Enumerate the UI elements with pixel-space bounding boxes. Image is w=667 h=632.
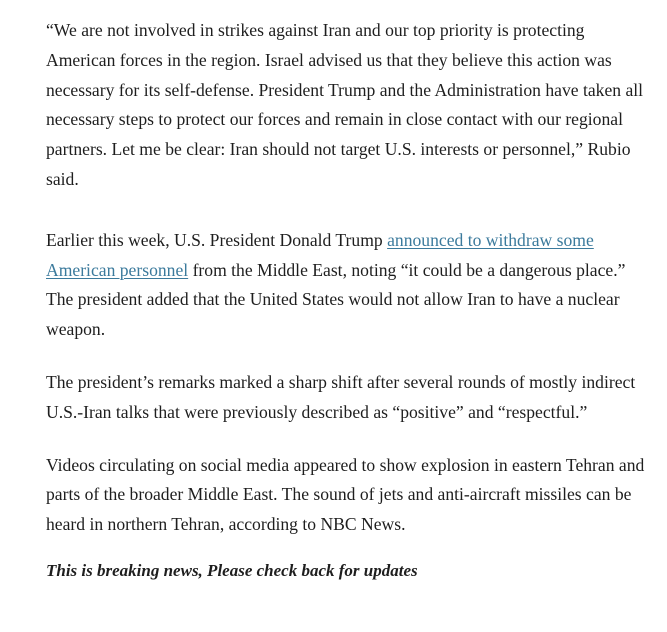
trump-withdraw-paragraph: [46, 226, 656, 345]
videos-paragraph: Videos circulating on social media appeared to show explosion in eastern Tehran and parts of the broader Middle East. The sound of jets and anti-aircraft missiles can be heard in northern Tehran, according to NBC News.: [46, 454, 645, 535]
paragraph-text-after-link: from the Middle East, noting “it could be a dangerous place.” The president added that the United States would not allow Iran to have a nuclear weapon.: [46, 259, 626, 340]
breaking-news-note: This is breaking news, Please check back for updates: [46, 560, 418, 580]
withdraw-personnel-link[interactable]: announced to withdraw some American personnel: [46, 229, 594, 280]
paragraph-text-before-link: Earlier this week, U.S. President Donald Trump: [46, 229, 388, 250]
remarks-shift-paragraph: The president’s remarks marked a sharp shift after several rounds of mostly indirect U.S.-Iran talks that were previously described as “positive” and “respectful.”: [46, 371, 636, 422]
article-body: [46, 16, 656, 586]
rubio-quote-paragraph: “We are not involved in strikes against Iran and our top priority is protecting American forces in the region. Israel advised us that they believe this action was necessary for its self-defense. President Trump and the Administration have taken all necessary steps to protect our forces and remain in close contact with our regional partners. Let me be clear: Iran should not target U.S. interests or personnel,” Rubio said.: [46, 20, 644, 189]
